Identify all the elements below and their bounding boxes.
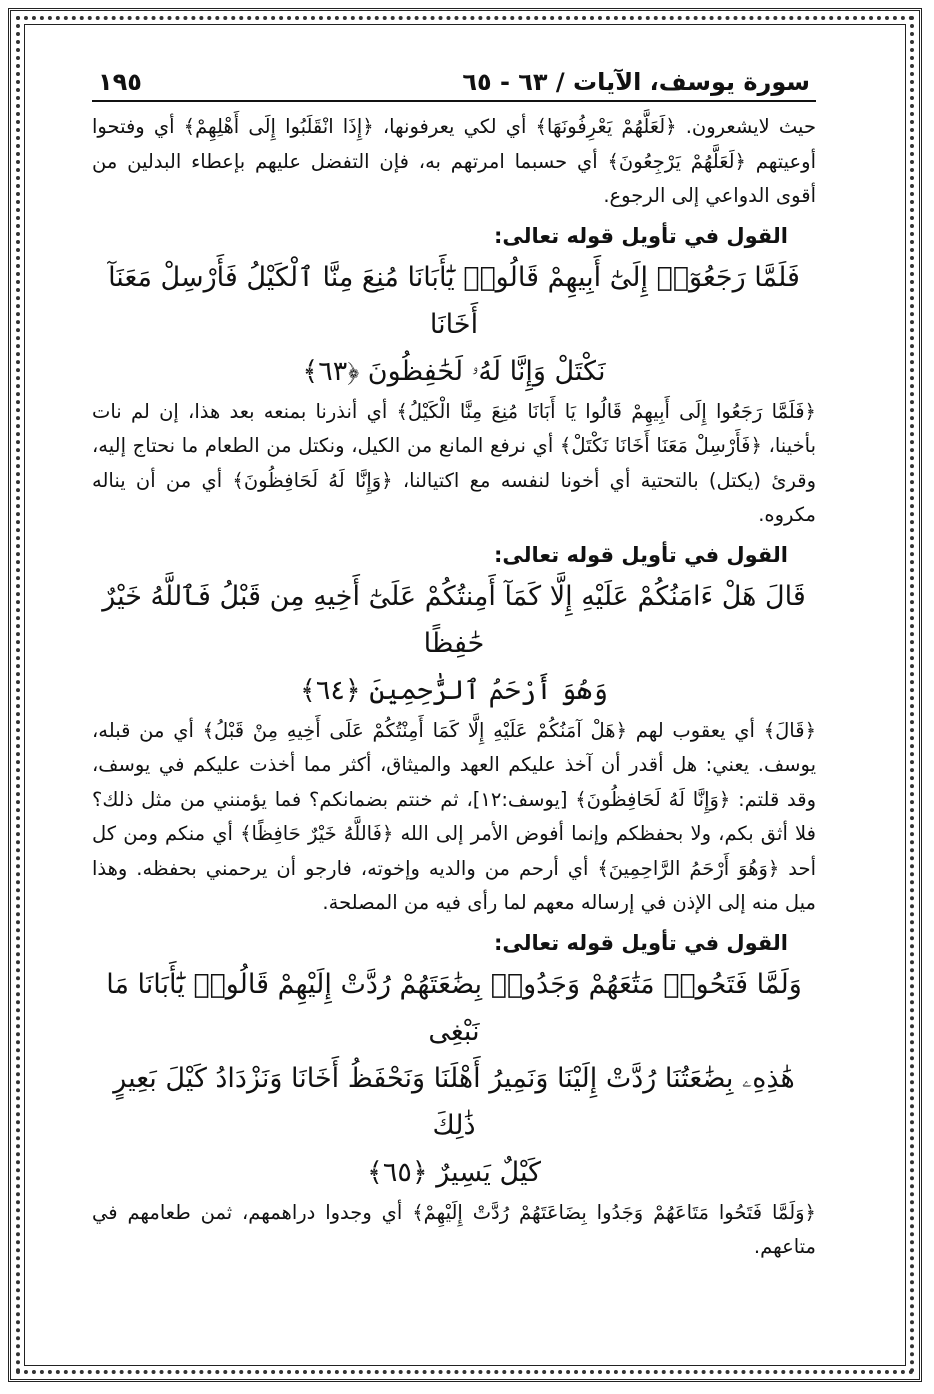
page-number: ١٩٥ bbox=[98, 68, 142, 96]
verse-64-line-2: وَهُوَ أَرْحَمُ ٱلرَّٰحِمِينَ ﴿٦٤﴾ bbox=[300, 674, 608, 706]
verse-65-line-3: كَيْلٌ يَسِيرٌ ﴿٦٥﴾ bbox=[367, 1156, 541, 1188]
running-title: سورة يوسف، الآيات / ٦٣ - ٦٥ bbox=[462, 68, 810, 96]
paragraph-3: ﴿قَالَ﴾ أي يعقوب لهم ﴿هَلْ آمَنُكُمْ عَلَيْهِ إِلَّا كَمَا أَمِنْتُكُمْ عَلَى أَخِيهِ مِنْ قَبْلُ﴾ أي من قبله، يوسف. يعني: هل أقدر أن آخذ عليكم العهد والميثاق، أكثر مما أخذت عليكم في يوسف، وقد قلتم: ﴿وَإِنَّا لَهُ لَحَافِظُونَ﴾ [يوسف:١٢]، ثم خنتم بضمانكم؟ فما يؤمنني من مثل ذلك؟ فلا أثق بكم، ولا بحفظكم وإنما أفوض الأمر إلى الله ﴿فَاللَّهُ خَيْرٌ حَافِظًا﴾ أي منكم ومن كل أحد ﴿وَهُوَ أَرْحَمُ الرَّاحِمِينَ﴾ أي أرحم من والديه وإخوته، فارجو أن يرحمني بحفظه. وهذا ميل منه إلى الإذن في إرساله معهم لما رأى فيه من المصلحة. bbox=[92, 718, 816, 914]
section-heading-3: القول في تأويل قوله تعالى: bbox=[494, 930, 788, 955]
page-content bbox=[92, 102, 816, 1265]
verse-64-line-1: قَالَ هَلْ ءَامَنُكُمْ عَلَيْهِ إِلَّا كَمَآ أَمِنتُكُمْ عَلَىٰٓ أَخِيهِ مِن قَبْلُ فَٱللَّهُ خَيْرٌ حَٰفِظًا bbox=[102, 580, 806, 659]
verse-65-line-1: وَلَمَّا فَتَحُوا۟ مَتَٰعَهُمْ وَجَدُوا۟ بِضَٰعَتَهُمْ رُدَّتْ إِلَيْهِمْ قَالُوا۟ يَٰٓأَبَانَا مَا نَبْغِى bbox=[106, 968, 802, 1047]
section-heading-2: القول في تأويل قوله تعالى: bbox=[494, 542, 788, 567]
verse-63-line-1: فَلَمَّا رَجَعُوٓا۟ إِلَىٰٓ أَبِيهِمْ قَالُوا۟ يَٰٓأَبَانَا مُنِعَ مِنَّا ٱلْكَيْلُ فَأَرْسِلْ مَعَنَآ أَخَانَا bbox=[108, 261, 800, 340]
verse-65-line-2: هَٰذِهِۦ بِضَٰعَتُنَا رُدَّتْ إِلَيْنَا وَنَمِيرُ أَهْلَنَا وَنَحْفَظُ أَخَانَا وَنَزْدَادُ كَيْلَ بَعِيرٍ ذَٰلِكَ bbox=[113, 1062, 795, 1141]
paragraph-2: ﴿فَلَمَّا رَجَعُوا إِلَى أَبِيهِمْ قَالُوا يَا أَبَانَا مُنِعَ مِنَّا الْكَيْلُ﴾ أي أنذرنا بمنعه بعد هذا، إن لم نات بأخينا، ﴿فَأَرْسِلْ مَعَنَا أَخَانَا نَكْتَلْ﴾ أي نرفع المانع من الكيل، ونكتل من الطعام ما نحتاج إليه، وقرئ (يكتل) بالتحتية أي أخونا لنفسه مع اكتيالنا، ﴿وَإِنَّا لَهُ لَحَافِظُونَ﴾ أي من أن يناله مكروه. bbox=[92, 399, 816, 526]
book-page bbox=[92, 60, 816, 1265]
paragraph-4: ﴿وَلَمَّا فَتَحُوا مَتَاعَهُمْ وَجَدُوا بِضَاعَتَهُمْ رُدَّتْ إِلَيْهِمْ﴾ أي وجدوا دراهمهم، ثمن طعامهم في متاعهم. bbox=[92, 1200, 816, 1258]
verse-63-line-2: نَكْتَلْ وَإِنَّا لَهُۥ لَحَٰفِظُونَ ﴿٦٣﴾ bbox=[302, 355, 606, 387]
paragraph-1: حيث لايشعرون. ﴿لَعَلَّهُمْ يَعْرِفُونَهَا﴾ أي لكي يعرفونها، ﴿إِذَا انْقَلَبُوا إِلَى أَهْلِهِمْ﴾ أي وفتحوا أوعيتهم ﴿لَعَلَّهُمْ يَرْجِعُونَ﴾ أي حسبما امرتهم به، فإن التفضل عليهم بإعطاء البدلين من أقوى الدواعي إلى الرجوع. bbox=[92, 115, 816, 207]
page-header bbox=[92, 60, 816, 102]
section-heading-1: القول في تأويل قوله تعالى: bbox=[494, 223, 788, 248]
